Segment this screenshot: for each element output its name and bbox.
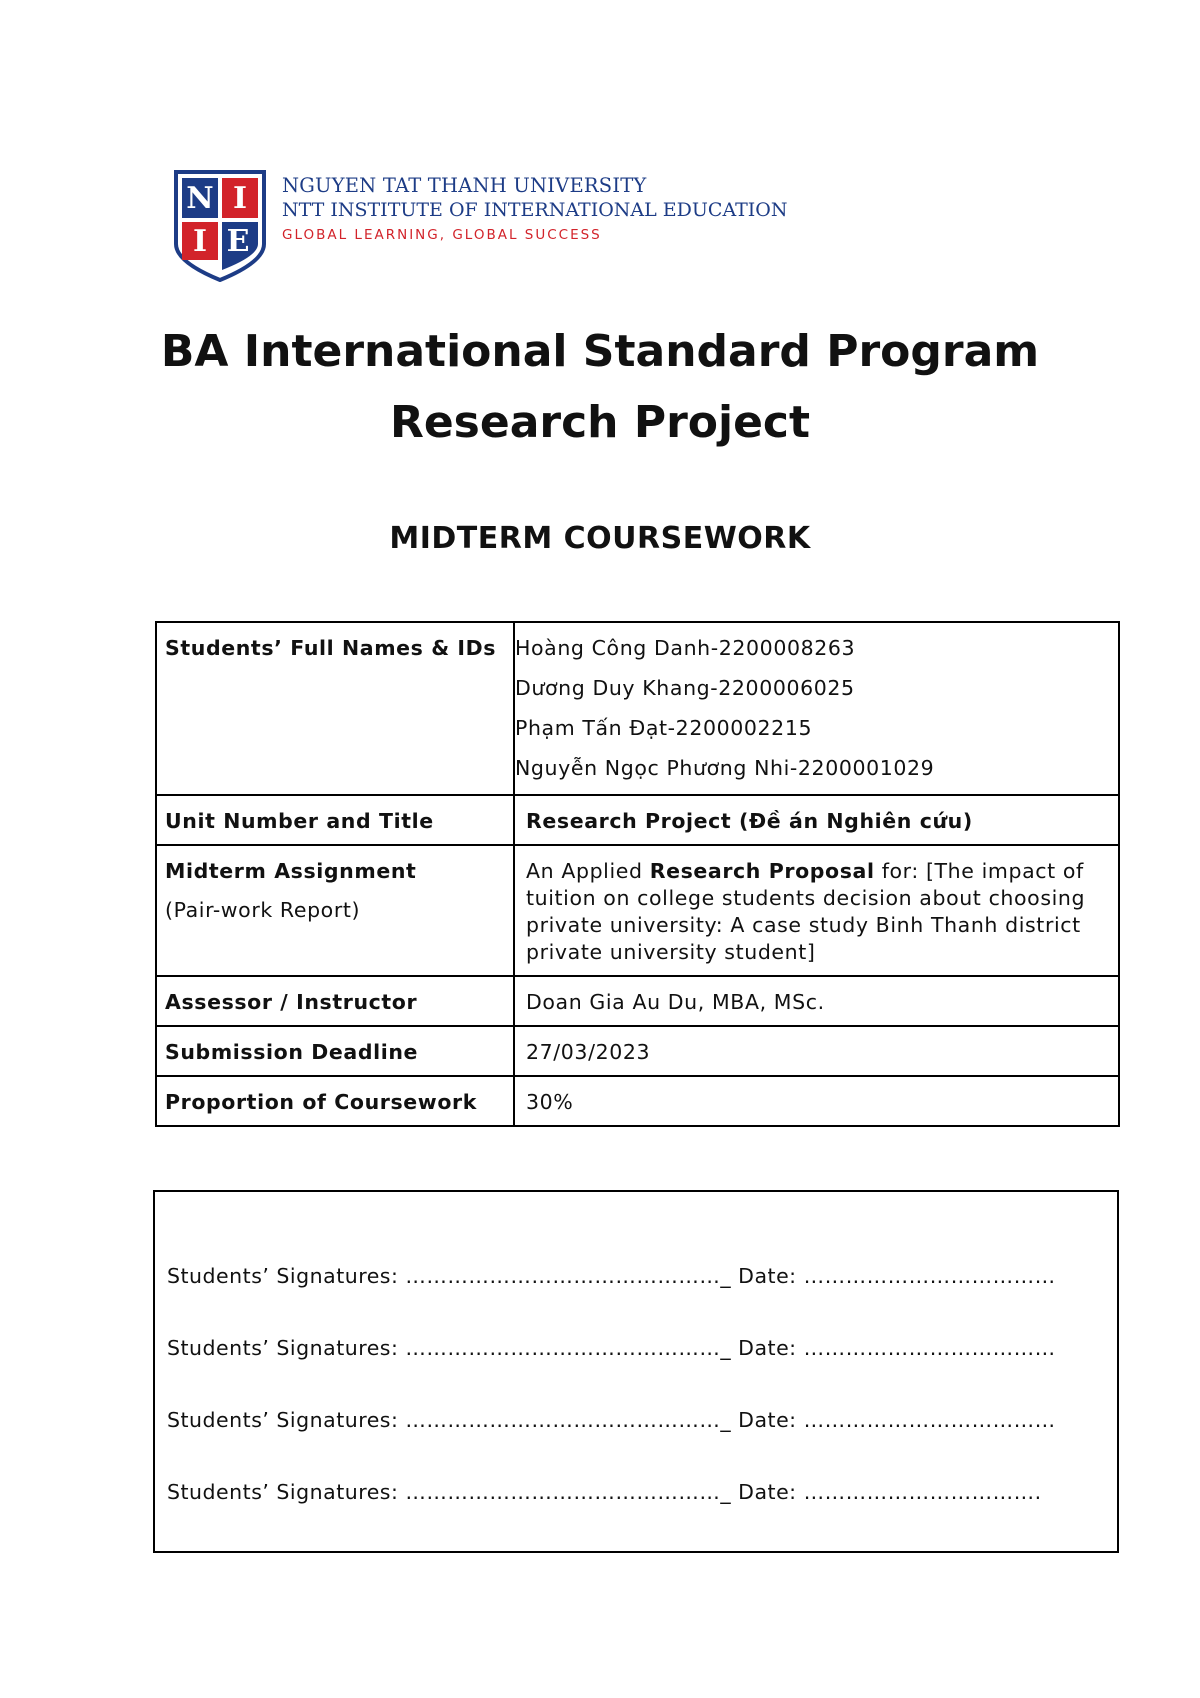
assignment-label: Midterm Assignment	[165, 859, 417, 883]
coursework-info-table	[155, 621, 1120, 1127]
logo-text	[282, 174, 788, 248]
deadline-label: Submission Deadline	[156, 1026, 514, 1076]
signature-line[interactable]: Students’ Signatures: ………………………………………_ Date: ………………………………	[167, 1264, 1056, 1288]
students-list	[514, 622, 1119, 795]
assignment-sublabel: (Pair-work Report)	[165, 898, 361, 922]
proportion-label: Proportion of Coursework	[156, 1076, 514, 1126]
students-label: Students’ Full Names & IDs	[156, 622, 514, 795]
coursework-heading: MIDTERM COURSEWORK	[389, 521, 811, 556]
assignment-label-cell	[156, 845, 514, 976]
student-entry: Dương Duy Khang-2200006025	[515, 676, 855, 700]
student-entry: Hoàng Công Danh-2200008263	[515, 636, 856, 660]
logo-letter-i2: I	[192, 224, 208, 259]
student-entry: Phạm Tấn Đạt-2200002215	[515, 716, 813, 740]
table-row	[156, 845, 1119, 976]
assessor-label: Assessor / Instructor	[156, 976, 514, 1026]
assignment-bold: Research Proposal	[649, 859, 875, 883]
table-row	[156, 1026, 1119, 1076]
assignment-value	[514, 845, 1119, 976]
university-name: NGUYEN TAT THANH UNIVERSITY	[282, 174, 647, 197]
program-title: BA International Standard Program	[160, 326, 1040, 377]
signature-line[interactable]: Students’ Signatures: ………………………………………_ Date: …………………………….	[167, 1480, 1042, 1504]
logo-letter-e: E	[226, 224, 250, 259]
logo-letter-i1: I	[232, 181, 248, 216]
assessor-value: Doan Gia Au Du, MBA, MSc.	[514, 976, 1119, 1026]
deadline-value: 27/03/2023	[514, 1026, 1119, 1076]
student-entry: Nguyễn Ngọc Phương Nhi-2200001029	[515, 756, 935, 780]
signature-line[interactable]: Students’ Signatures: ………………………………………_ Date: ………………………………	[167, 1336, 1056, 1360]
signature-box	[153, 1190, 1119, 1553]
table-row	[156, 1076, 1119, 1126]
unit-label: Unit Number and Title	[156, 795, 514, 845]
table-row	[156, 976, 1119, 1026]
signature-line[interactable]: Students’ Signatures: ………………………………………_ Date: ………………………………	[167, 1408, 1056, 1432]
table-row	[156, 795, 1119, 845]
niie-logo	[172, 170, 788, 285]
assignment-rest: for: [The impact of tuition on college students decision about choosing private university: A case study Binh Thanh district private university student]	[526, 859, 1086, 964]
assignment-prefix: An Applied	[526, 859, 650, 883]
logo-letter-n: N	[186, 181, 214, 216]
niie-shield-icon	[172, 170, 268, 282]
project-title: Research Project	[389, 397, 811, 448]
proportion-value: 30%	[514, 1076, 1119, 1126]
tagline: GLOBAL LEARNING, GLOBAL SUCCESS	[282, 227, 602, 243]
institute-name: NTT INSTITUTE OF INTERNATIONAL EDUCATION	[282, 199, 788, 221]
unit-value: Research Project (Đề án Nghiên cứu)	[514, 795, 1119, 845]
table-row	[156, 622, 1119, 795]
